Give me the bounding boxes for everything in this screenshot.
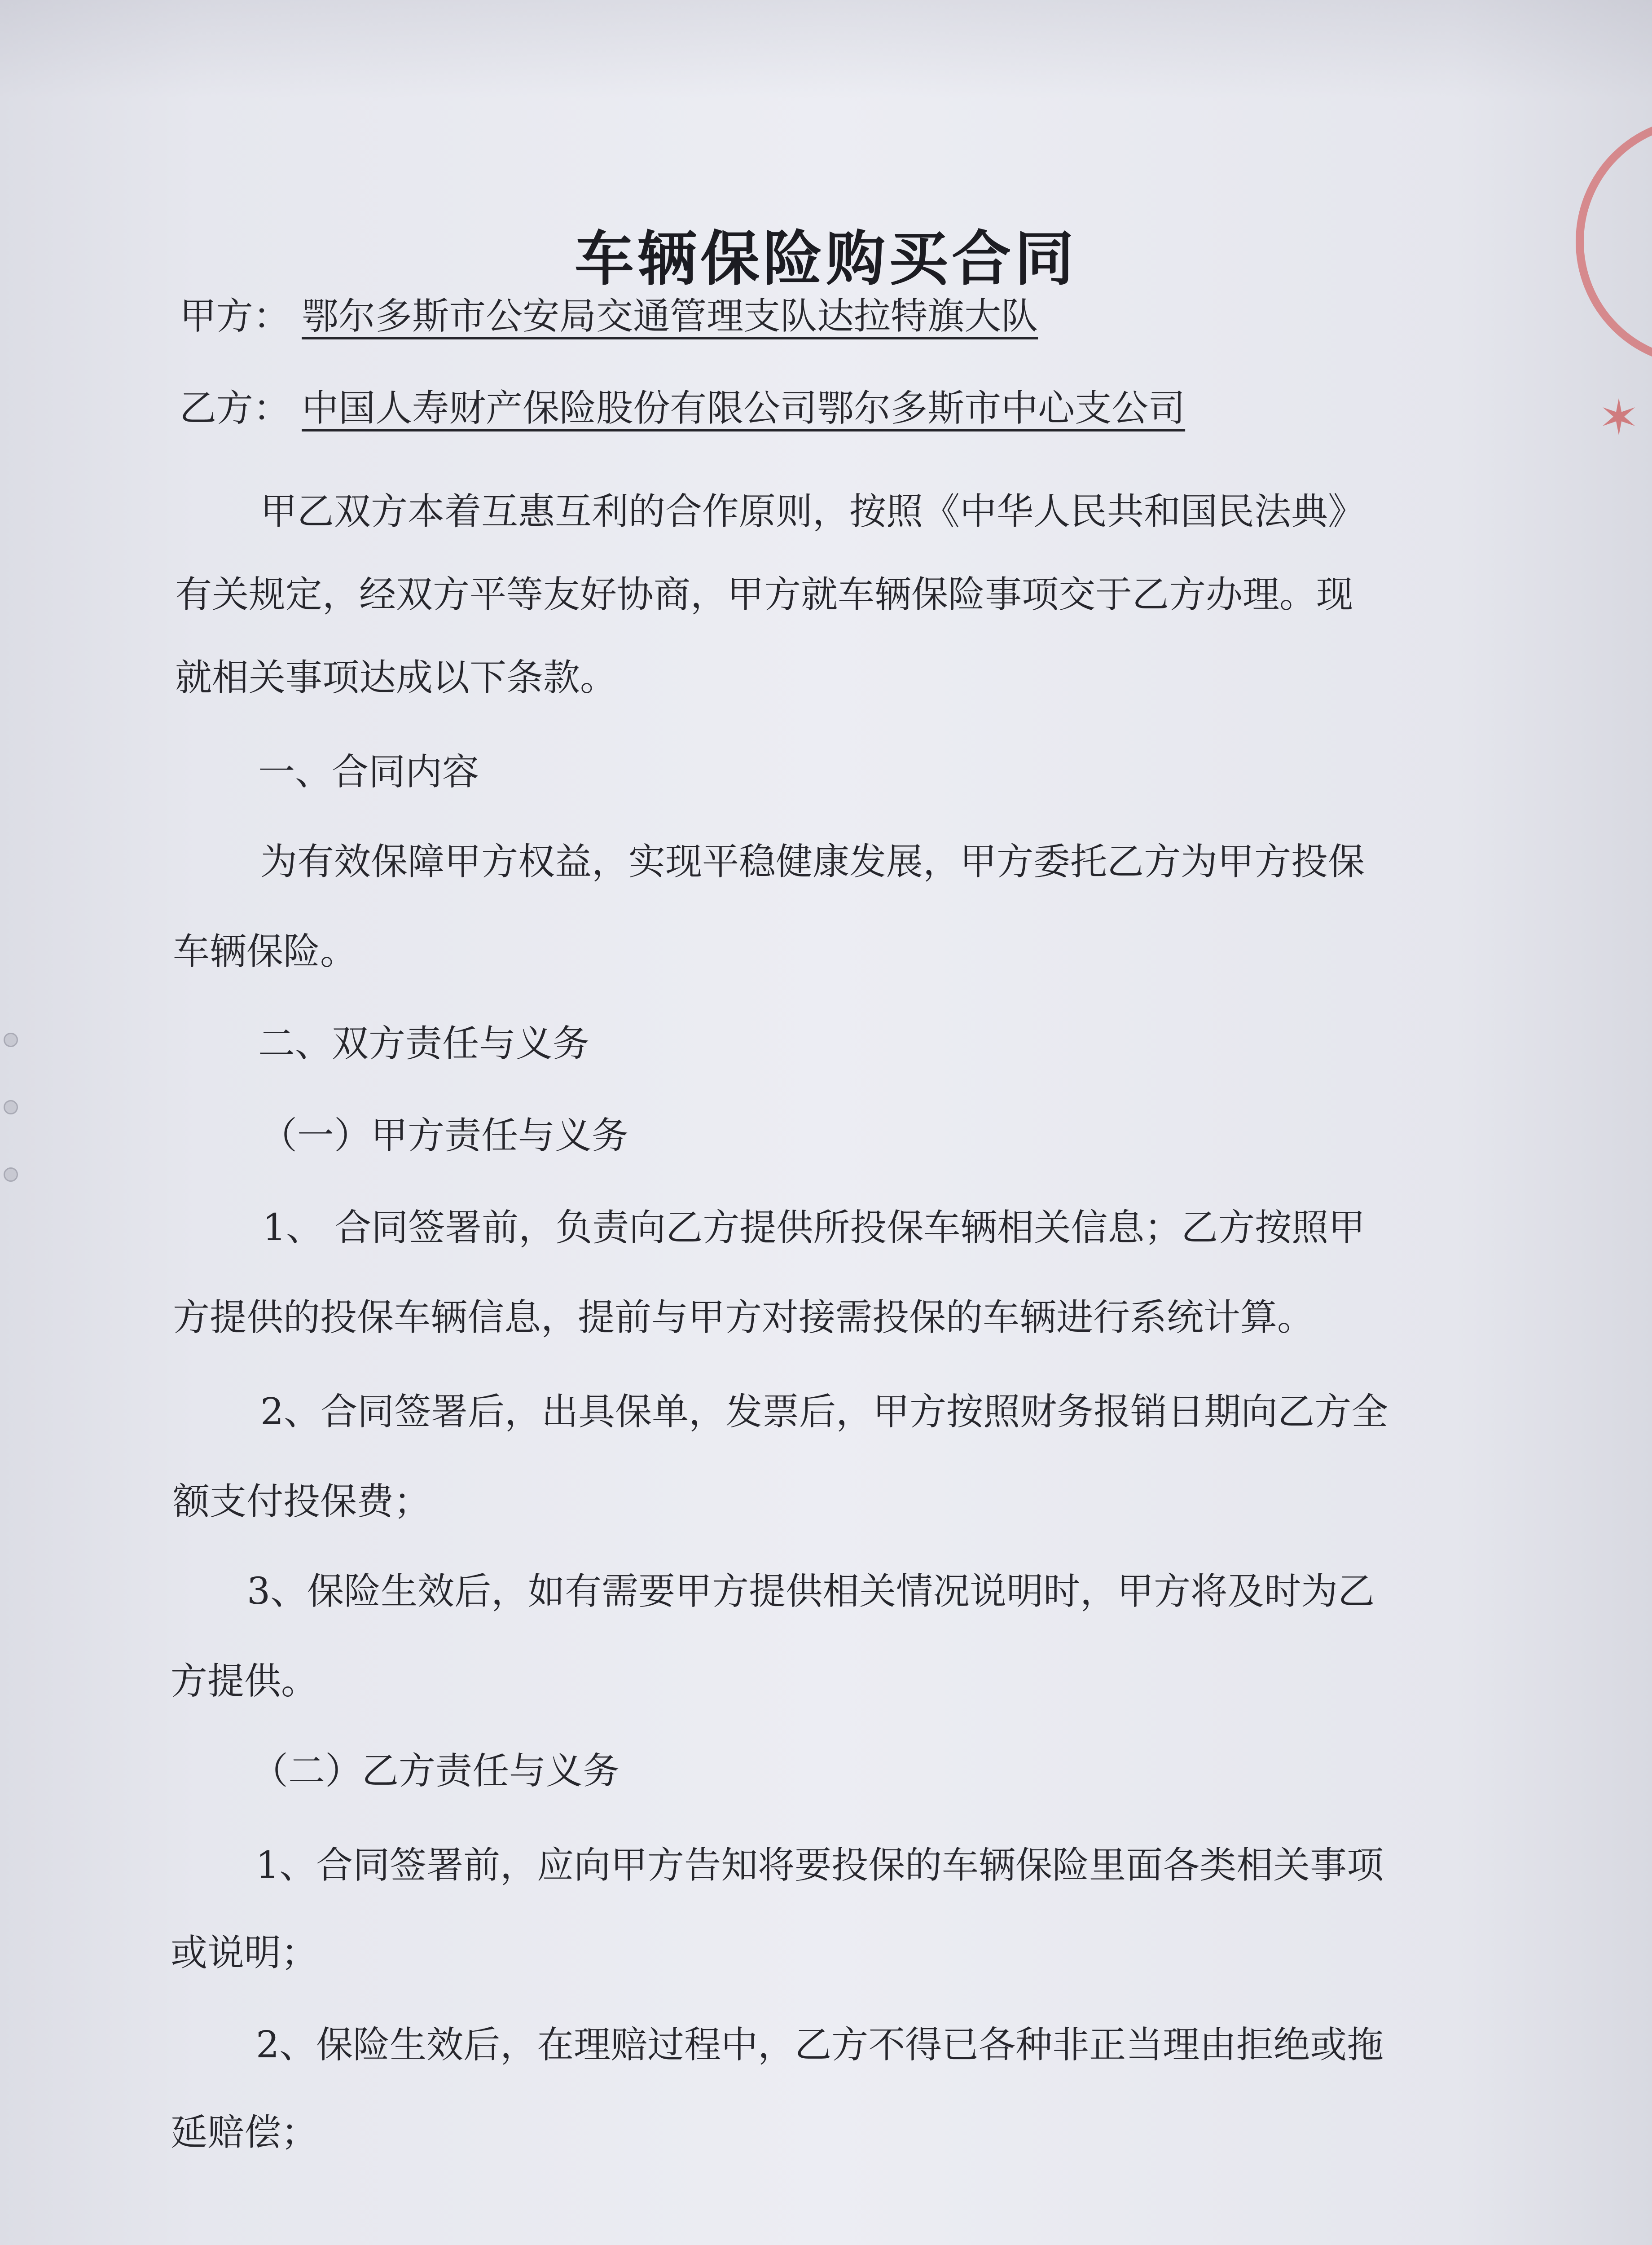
paragraph-line: 车辆保险。 bbox=[173, 930, 357, 973]
clause-line: 2、保险生效后，在理赔过程中，乙方不得已各种非正当理由拒绝或拖 bbox=[256, 2024, 1384, 2066]
section-heading: 二、双方责任与义务 bbox=[258, 1022, 590, 1065]
subsection-heading: （二）乙方责任与义务 bbox=[251, 1750, 620, 1792]
party-b-label: 乙方： bbox=[180, 387, 290, 430]
paragraph-line: 为有效保障甲方权益，实现平稳健康发展，甲方委托乙方为甲方投保 bbox=[260, 841, 1365, 883]
party-b-line bbox=[180, 384, 1185, 433]
party-a-label: 甲方： bbox=[180, 295, 290, 338]
preamble-line: 有关规定，经双方平等友好协商，甲方就车辆保险事项交于乙方办理。现 bbox=[175, 573, 1353, 616]
binding-hole bbox=[4, 1167, 18, 1182]
binding-holes bbox=[0, 1033, 27, 1235]
party-a-name: 鄂尔多斯市公安局交通管理支队达拉特旗大队 bbox=[302, 295, 1038, 338]
clause-line: 方提供。 bbox=[171, 1660, 318, 1703]
preamble-line: 甲乙双方本着互惠互利的合作原则，按照《中华人民共和国民法典》 bbox=[260, 490, 1365, 533]
clause-line: 延赔偿； bbox=[171, 2111, 318, 2154]
section-heading: 一、合同内容 bbox=[258, 751, 479, 793]
page-shadow bbox=[0, 0, 1652, 99]
document-title: 车辆保险购买合同 bbox=[575, 224, 1077, 294]
binding-hole bbox=[4, 1033, 18, 1047]
party-a-line bbox=[180, 292, 1038, 341]
subsection-heading: （一）甲方责任与义务 bbox=[260, 1114, 629, 1157]
clause-line: 3、保险生效后，如有需要甲方提供相关情况说明时，甲方将及时为乙 bbox=[247, 1570, 1375, 1613]
clause-line: 2、合同签署后，出具保单，发票后，甲方按照财务报销日期向乙方全 bbox=[260, 1391, 1388, 1433]
preamble-line: 就相关事项达成以下条款。 bbox=[175, 656, 617, 699]
clause-line: 方提供的投保车辆信息，提前与甲方对接需投保的车辆进行系统计算。 bbox=[173, 1296, 1314, 1339]
party-b-name: 中国人寿财产保险股份有限公司鄂尔多斯市中心支公司 bbox=[302, 387, 1186, 430]
clause-line: 1、 合同签署前，负责向乙方提供所投保车辆相关信息；乙方按照甲 bbox=[263, 1206, 1366, 1249]
clause-line: 或说明； bbox=[171, 1932, 318, 1974]
seal-mark-icon: ✶ bbox=[1598, 389, 1640, 446]
clause-line: 额支付投保费； bbox=[173, 1480, 431, 1523]
binding-hole bbox=[4, 1100, 18, 1114]
clause-line: 1、合同签署前，应向甲方告知将要投保的车辆保险里面各类相关事项 bbox=[256, 1844, 1384, 1887]
